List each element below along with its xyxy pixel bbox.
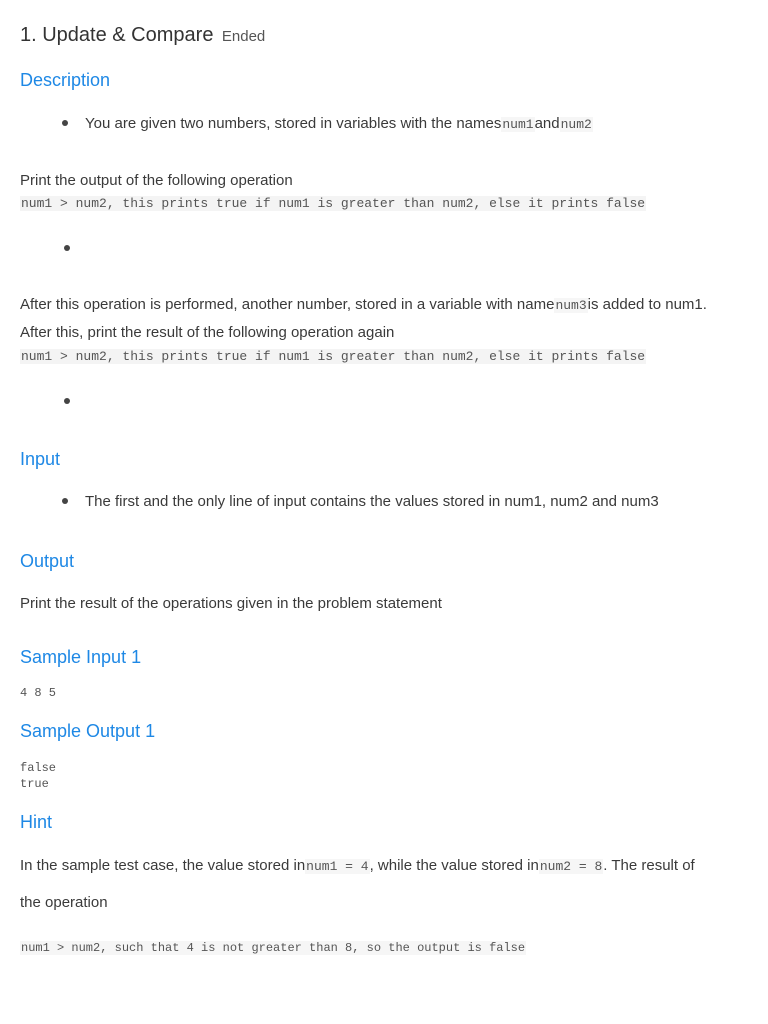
bullet-icon <box>64 398 70 404</box>
output-text: Print the result of the operations given in the problem statement <box>20 595 442 612</box>
var-num1: num1 <box>502 117 534 132</box>
code-line-1: num1 > num2, this prints true if num1 is greater than num2, else it prints false <box>21 196 646 211</box>
hint-code-final <box>20 940 526 956</box>
after-text-2: is added to num1. <box>587 296 707 313</box>
hint-paragraph-2: the operation <box>20 894 108 911</box>
input-heading: Input <box>20 449 61 469</box>
sample-output-line-1: false <box>20 761 57 775</box>
var-num3: num3 <box>555 298 587 313</box>
var-num2: num2 <box>560 117 592 132</box>
operation-intro: Print the output of the following operation <box>20 172 293 189</box>
code-block-1 <box>20 194 710 213</box>
code-line-2: num1 > num2, this prints true if num1 is greater than num2, else it prints false <box>21 349 646 364</box>
input-bullet-text: The first and the only line of input contains the values stored in num1, num2 and num3 <box>85 493 659 510</box>
bullet-icon <box>62 120 68 126</box>
input-bullet <box>62 493 659 510</box>
after-operation-text <box>20 296 707 313</box>
hint-text-b: , while the value stored in <box>369 857 539 874</box>
problem-header <box>20 24 265 47</box>
hint-text-a: In the sample test case, the value stored in <box>20 857 306 874</box>
sample-input-value: 4 8 5 <box>20 686 57 700</box>
again-text: After this, print the result of the following operation again <box>20 324 395 341</box>
problem-title: 1. Update & Compare <box>20 24 214 46</box>
sample-input-heading: Sample Input 1 <box>20 647 142 667</box>
bullet-icon <box>64 245 70 251</box>
code-block-2 <box>20 347 710 366</box>
hint-paragraph <box>20 857 695 874</box>
hint-text-c: . The result of <box>603 857 695 874</box>
hint-code-final-text: num1 > num2, such that 4 is not greater than 8, so the output is false <box>21 941 526 955</box>
after-text: After this operation is performed, another number, stored in a variable with name <box>20 296 555 313</box>
output-heading: Output <box>20 551 75 571</box>
hint-code-b: num2 = 8 <box>539 859 603 874</box>
description-bullet <box>62 115 593 132</box>
sample-output-line-2: true <box>20 777 49 791</box>
sample-output-heading: Sample Output 1 <box>20 721 156 741</box>
and-text: and <box>534 115 560 132</box>
hint-heading: Hint <box>20 812 53 832</box>
description-heading: Description <box>20 70 111 90</box>
status-label: Ended <box>221 28 266 45</box>
description-bullet-text: You are given two numbers, stored in variables with the names <box>85 115 502 132</box>
hint-code-a: num1 = 4 <box>306 859 369 874</box>
bullet-icon <box>62 498 68 504</box>
